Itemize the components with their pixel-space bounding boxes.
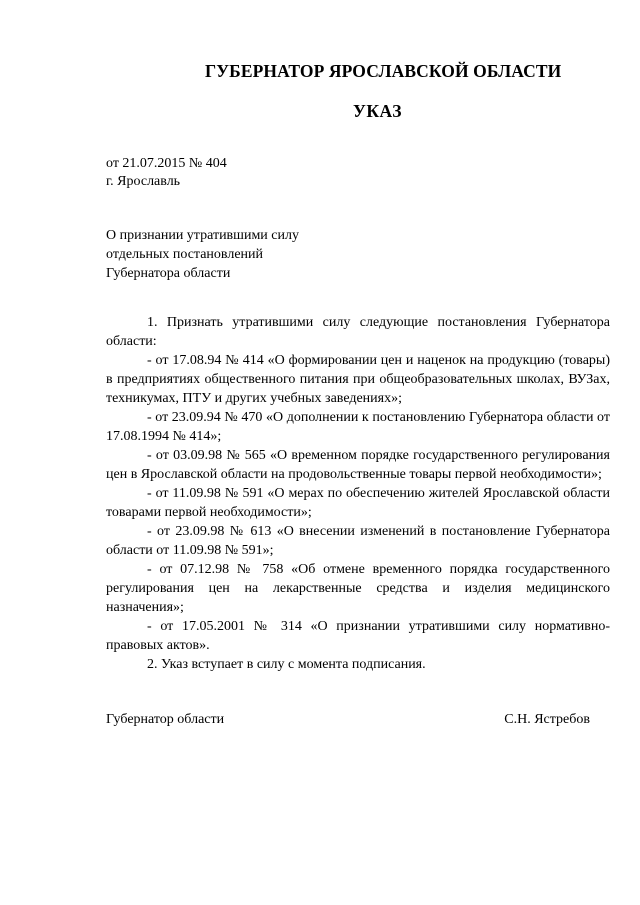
- body-paragraph-resolution-565: - от 03.09.98 № 565 «О временном порядке государственного регулирования цен в Ярославской области на продовольственные товары первой необходимости»;: [106, 448, 610, 482]
- subject-line: О признании утратившими силу: [106, 228, 299, 243]
- body-paragraph-resolution-314: - от 17.05.2001 № 314 «О признании утратившими силу нормативно-правовых актов».: [106, 619, 610, 653]
- signatory-position: Губернатор области: [106, 712, 225, 727]
- city-line: г. Ярославль: [106, 173, 181, 189]
- document-type-heading: УКАЗ: [353, 101, 402, 121]
- subject-line: Губернатора области: [106, 266, 231, 281]
- date-number-line: от 21.07.2015 № 404: [106, 156, 227, 171]
- body-paragraph-item-2: 2. Указ вступает в силу с момента подписания.: [147, 657, 426, 672]
- document-body: [106, 313, 610, 674]
- signatory-name: С.Н. Ястребов: [504, 712, 590, 727]
- subject-line: отдельных постановлений: [106, 247, 264, 262]
- body-paragraph-resolution-414: - от 17.08.94 № 414 «О формировании цен и наценок на продукцию (товары) в предприятиях общественного питания при общеобразовательных школах, ВУЗах, техникумах, ПТУ и других учебных заведениях»;: [106, 353, 610, 406]
- body-paragraph-resolution-470: - от 23.09.94 № 470 «О дополнении к постановлению Губернатора области от 17.08.1994 № 414»;: [106, 410, 610, 444]
- body-paragraph-resolution-591: - от 11.09.98 № 591 «О мерах по обеспечению жителей Ярославской области товарами первой необходимости»;: [106, 486, 610, 520]
- issuing-authority-heading: ГУБЕРНАТОР ЯРОСЛАВСКОЙ ОБЛАСТИ: [205, 61, 562, 81]
- body-paragraph-item-1: 1. Признать утратившими силу следующие постановления Губернатора области:: [106, 315, 610, 349]
- document-meta: [106, 155, 227, 190]
- document-subject: [106, 226, 299, 283]
- body-paragraph-resolution-758: - от 07.12.98 № 758 «Об отмене временного порядка государственного регулирования цен на лекарственные средства и изделия медицинского назначения»;: [106, 562, 610, 615]
- body-paragraph-resolution-613: - от 23.09.98 № 613 «О внесении изменений в постановление Губернатора области от 11.09.98 № 591»;: [106, 524, 610, 558]
